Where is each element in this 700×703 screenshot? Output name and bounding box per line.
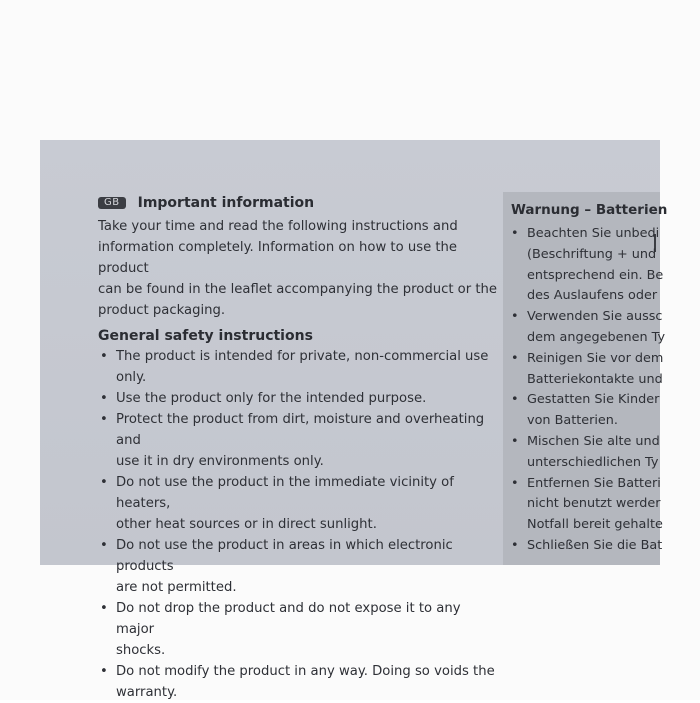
warning-line: Notfall bereit gehalte xyxy=(527,517,663,533)
list-item xyxy=(98,535,498,598)
list-item-line: • Do not modify the product in any way. Doing so voids the xyxy=(116,664,495,679)
list-item xyxy=(98,409,498,472)
warning-line: unterschiedlichen Ty xyxy=(527,454,659,470)
warning-heading: Warnung – Batterien xyxy=(511,202,668,218)
section-heading xyxy=(98,192,498,214)
warning-line: • Schließen Sie die Bat xyxy=(503,536,660,557)
warning-line: • Reinigen Sie vor dem xyxy=(503,349,660,370)
list-item-line: • Do not use the product in areas in which electronic products xyxy=(116,538,453,574)
warning-line: des Auslaufens oder xyxy=(527,288,658,304)
warning-line: dem angegebenen Ty xyxy=(527,329,666,345)
list-item-line: warranty. xyxy=(116,685,178,700)
list-item-line: other heat sources or in direct sunlight. xyxy=(116,517,377,532)
intro-paragraph xyxy=(98,216,498,321)
warning-line: • Gestatten Sie Kinder xyxy=(503,390,660,411)
warning-line: (Beschriftung + und xyxy=(527,246,657,262)
intro-line: product packaging. xyxy=(98,303,226,318)
list-item xyxy=(98,598,498,661)
warning-line: • Verwenden Sie aussc xyxy=(503,307,660,328)
list-item xyxy=(98,346,498,388)
warning-line: • Beachten Sie unbedi xyxy=(503,224,660,245)
list-item-line: • The product is intended for private, non-commercial use only. xyxy=(116,349,489,385)
warning-line: • Entfernen Sie Batteri xyxy=(503,474,660,495)
german-warning-section xyxy=(503,192,668,565)
list-item-line: are not permitted. xyxy=(116,580,237,595)
list-item xyxy=(98,388,498,409)
warning-list xyxy=(503,224,666,557)
warning-line: nicht benutzt werder xyxy=(527,496,661,512)
warning-line: • Mischen Sie alte und xyxy=(503,432,660,453)
document-page xyxy=(40,140,668,700)
list-item-line: • Use the product only for the intended purpose. xyxy=(116,391,427,406)
intro-line: can be found in the leaflet accompanying the product or the xyxy=(98,282,498,297)
intro-line: Take your time and read the following instructions and xyxy=(98,219,458,234)
list-item-line: • Do not drop the product and do not expose it to any major xyxy=(116,601,461,637)
english-section xyxy=(98,192,498,703)
intro-line: information completely. Information on how to use the product xyxy=(98,240,458,276)
language-badge: GB xyxy=(98,197,126,209)
list-item-line: • Protect the product from dirt, moisture and overheating and xyxy=(116,412,485,448)
safety-list xyxy=(98,346,498,703)
list-item-line: shocks. xyxy=(116,643,166,658)
page-title: Important information xyxy=(137,195,315,211)
warning-line: entsprechend ein. Be xyxy=(527,267,664,283)
warning-line: Batteriekontakte und xyxy=(527,371,663,387)
warning-line: von Batterien. xyxy=(527,413,618,429)
list-item xyxy=(98,472,498,535)
list-item-line: use it in dry environments only. xyxy=(116,454,324,469)
safety-heading: General safety instructions xyxy=(98,328,313,344)
list-item xyxy=(98,661,498,703)
list-item-line: • Do not use the product in the immediate vicinity of heaters, xyxy=(116,475,454,511)
